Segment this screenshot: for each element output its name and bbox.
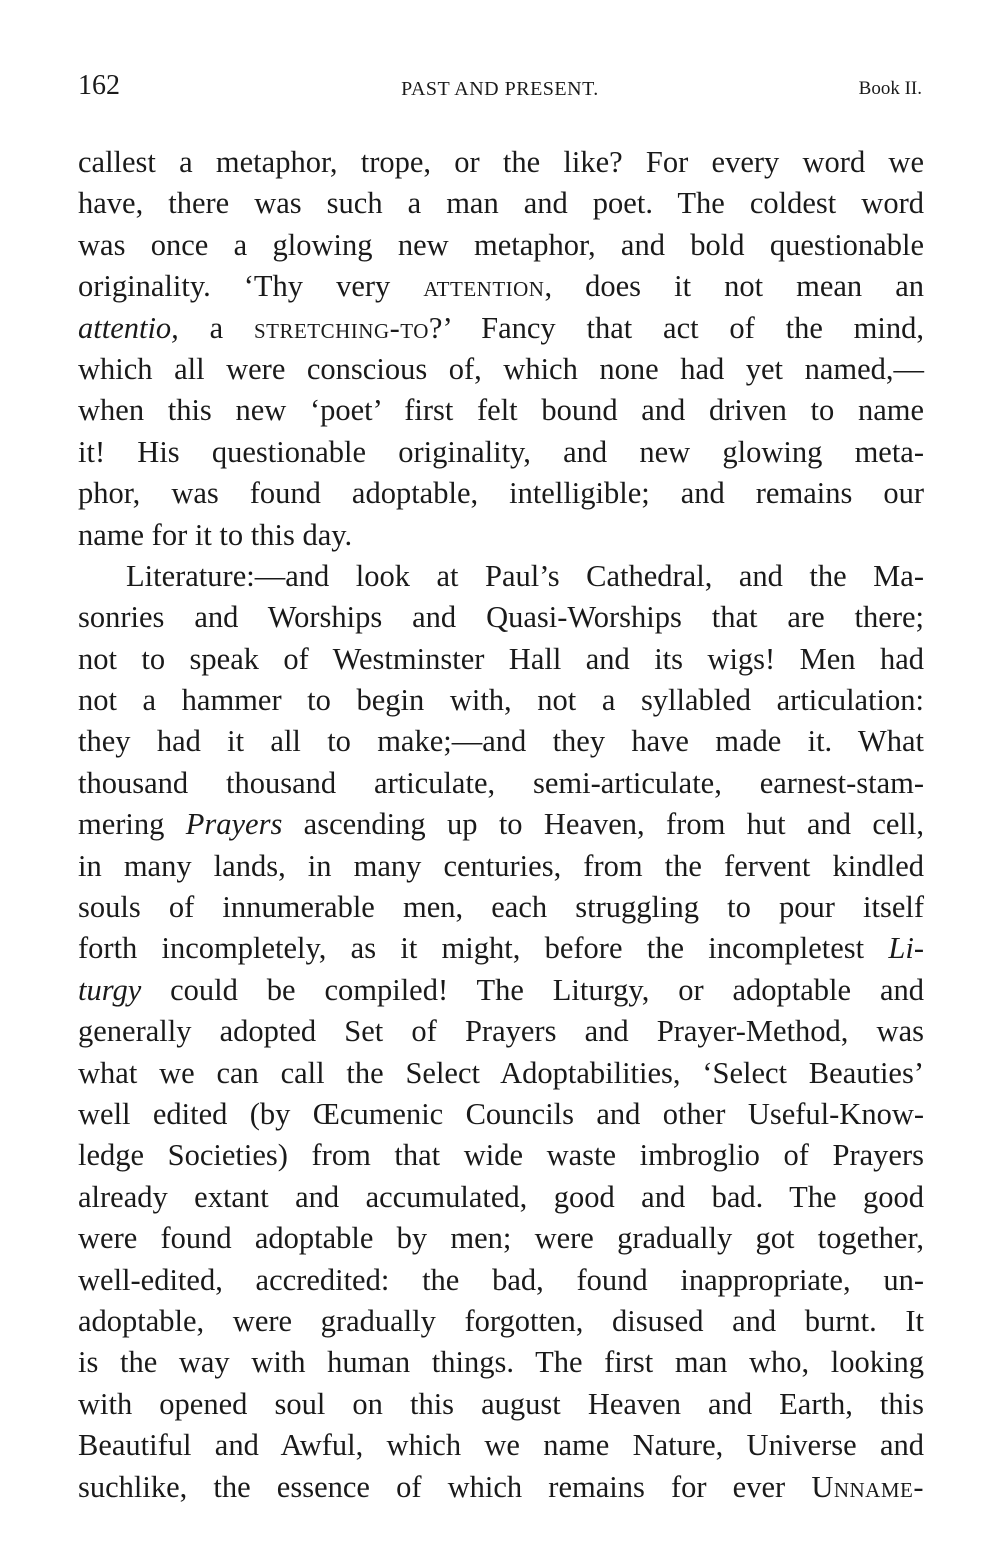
- small-caps-word: stretching-to: [253, 310, 429, 345]
- text-line: is the way with human things. The first man who, looking: [78, 1345, 924, 1380]
- text-line: not a hammer to begin with, not a syllabled articulation:: [78, 683, 924, 718]
- text-segment: ascending up to Heaven, from hut and cell,: [282, 807, 924, 842]
- book-label: Book II.: [858, 78, 922, 99]
- page-number: 162: [78, 70, 120, 101]
- text-line: was once a glowing new metaphor, and bold questionable: [78, 227, 924, 262]
- text-line: already extant and accumulated, good and bad. The good: [78, 1179, 924, 1214]
- text-line: well-edited, accredited: the bad, found inappropriate, un-: [78, 1262, 924, 1297]
- text-line: which all were conscious of, which none had yet named,—: [78, 351, 924, 386]
- italic-word: Li-: [888, 931, 924, 966]
- running-title: PAST AND PRESENT.: [401, 78, 599, 100]
- small-caps-word: attention: [423, 269, 545, 304]
- text-line: [78, 266, 924, 307]
- text-line: Beautiful and Awful, which we name Nature, Universe and: [78, 1428, 924, 1463]
- text-line: well edited (by Œcumenic Councils and other Useful-Know-: [78, 1096, 924, 1131]
- text-line: what we can call the Select Adoptabilities, ‘Select Beauties’: [78, 1055, 924, 1090]
- text-line: souls of innumerable men, each struggling to pour itself: [78, 890, 924, 925]
- text-line: Literature:—and look at Paul’s Cathedral, and the Ma-: [126, 558, 924, 593]
- text-line: thousand thousand articulate, semi-articulate, earnest-stam-: [78, 765, 924, 800]
- italic-word: attentio,: [78, 310, 179, 345]
- text-segment: forth incompletely, as it might, before the incompletest: [78, 931, 889, 966]
- text-segment: originality. ‘Thy very: [78, 269, 424, 304]
- small-caps-word: Unname-: [811, 1469, 924, 1504]
- text-line: [78, 928, 924, 969]
- text-line: [78, 1467, 924, 1508]
- text-line: when this new ‘poet’ first felt bound and driven to name: [78, 393, 924, 428]
- text-segment: a: [178, 310, 254, 345]
- text-segment: ?’ Fancy that act of the mind,: [428, 310, 924, 345]
- text-segment: could be compiled! The Liturgy, or adoptable and: [141, 972, 924, 1007]
- text-line: generally adopted Set of Prayers and Prayer-Method, was: [78, 1014, 924, 1049]
- text-line: phor, was found adoptable, intelligible; and remains our: [78, 476, 924, 511]
- italic-word: Prayers: [185, 807, 283, 842]
- text-line: [78, 804, 924, 845]
- text-line: have, there was such a man and poet. The coldest word: [78, 186, 924, 221]
- page-header: [78, 70, 922, 110]
- text-line: adoptable, were gradually forgotten, disused and burnt. It: [78, 1303, 924, 1338]
- text-segment: , does it not mean an: [544, 269, 924, 304]
- text-line: name for it to this day.: [78, 517, 353, 552]
- text-line: ledge Societies) from that wide waste imbroglio of Prayers: [78, 1138, 924, 1173]
- text-line: in many lands, in many centuries, from the fervent kindled: [78, 848, 924, 883]
- text-segment: mering: [78, 807, 186, 842]
- text-line: callest a metaphor, trope, or the like? For every word we: [78, 145, 924, 179]
- text-line: were found adoptable by men; were gradually got together,: [78, 1221, 924, 1256]
- italic-word: turgy: [78, 972, 142, 1007]
- body-text: [78, 142, 924, 1508]
- text-line: sonries and Worships and Quasi-Worships that are there;: [78, 600, 924, 635]
- text-line: not to speak of Westminster Hall and its wigs! Men had: [78, 641, 924, 676]
- text-line: with opened soul on this august Heaven and Earth, this: [78, 1386, 924, 1421]
- text-line: [78, 308, 924, 349]
- text-line: [78, 970, 924, 1011]
- text-line: it! His questionable originality, and new glowing meta-: [78, 434, 924, 469]
- text-segment: suchlike, the essence of which remains for ever: [78, 1469, 812, 1504]
- text-line: they had it all to make;—and they have made it. What: [78, 724, 924, 759]
